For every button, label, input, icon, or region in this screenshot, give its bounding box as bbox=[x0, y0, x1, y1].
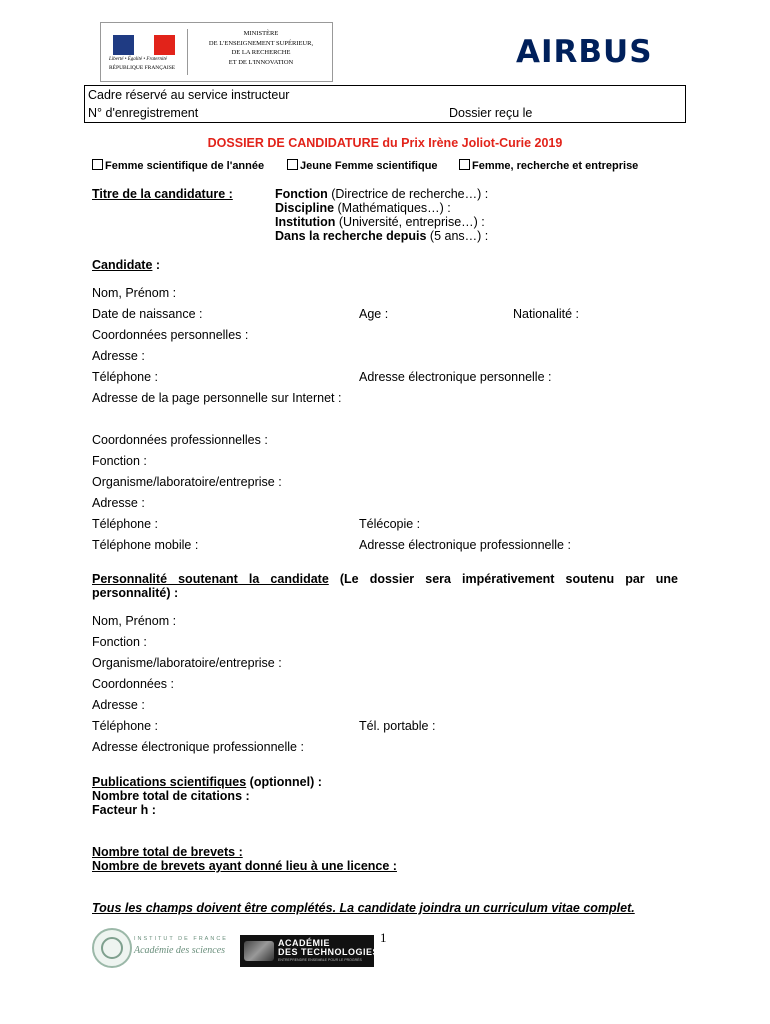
handshake-icon bbox=[244, 941, 274, 961]
republic-name: RÉPUBLIQUE FRANÇAISE bbox=[109, 65, 176, 71]
footer-note: Tous les champs doivent être complétés. La candidate joindra un curriculum vitae complet. bbox=[92, 901, 635, 915]
sponsor-address: Adresse : bbox=[92, 698, 145, 712]
airbus-logo: AIRBUS bbox=[516, 34, 653, 70]
republic-flag-icon bbox=[113, 35, 175, 55]
sponsor-heading-cont: personnalité) : bbox=[92, 586, 179, 600]
sponsor-email: Adresse électronique professionnelle : bbox=[92, 740, 304, 754]
candidate-pro-phone: Téléphone : bbox=[92, 517, 159, 531]
candidate-homepage: Adresse de la page personnelle sur Internet : bbox=[92, 391, 342, 405]
logo-divider bbox=[187, 29, 188, 75]
reserved-box bbox=[84, 85, 686, 123]
candidate-function: Fonction : bbox=[92, 454, 147, 468]
candidate-pro-email: Adresse électronique professionnelle : bbox=[359, 538, 571, 552]
checkbox-icon[interactable] bbox=[459, 159, 470, 170]
candidate-pro-address: Adresse : bbox=[92, 496, 145, 510]
reserved-label: Cadre réservé au service instructeur bbox=[88, 88, 290, 102]
academie-technologies-logo: ACADÉMIE DES TECHNOLOGIES ENTREPRENDRE ENSEMBLE POUR LE PROGRÈS bbox=[240, 935, 374, 967]
sponsor-phone: Téléphone : bbox=[92, 719, 159, 733]
candidate-mobile: Téléphone mobile : bbox=[92, 538, 199, 552]
candidate-address: Adresse : bbox=[92, 349, 145, 363]
ministry-logo bbox=[100, 22, 333, 82]
candidate-phone: Téléphone : bbox=[92, 370, 159, 384]
patents-licensed: Nombre de brevets ayant donné lieu à une licence : bbox=[92, 859, 397, 873]
ministry-name: MINISTÈRE DE L'ENSEIGNEMENT SUPÉRIEUR, DE LA RECHERCHE ET DE L'INNOVATION bbox=[208, 30, 314, 66]
citations-label: Nombre total de citations : bbox=[92, 789, 250, 803]
checkbox-icon[interactable] bbox=[92, 159, 103, 170]
received-label: Dossier reçu le bbox=[449, 106, 533, 120]
candidature-title-label: Titre de la candidature : bbox=[92, 187, 233, 201]
field-institution: Institution (Université, entreprise…) : bbox=[275, 215, 485, 229]
registration-label: N° d'enregistrement bbox=[88, 106, 199, 120]
field-research-since: Dans la recherche depuis (5 ans…) : bbox=[275, 229, 489, 243]
sponsor-function: Fonction : bbox=[92, 635, 147, 649]
candidate-nationality: Nationalité : bbox=[513, 307, 580, 321]
page-title: DOSSIER DE CANDIDATURE du Prix Irène Joliot-Curie 2019 bbox=[207, 136, 563, 150]
republic-motto: Liberté • Égalité • Fraternité bbox=[109, 57, 167, 62]
sponsor-heading: Personnalité soutenant la candidate (Le dossier sera impérativement soutenu par une bbox=[92, 572, 678, 586]
candidate-personal-coords: Coordonnées personnelles : bbox=[92, 328, 249, 342]
category-option-1[interactable]: Femme scientifique de l'année bbox=[92, 159, 264, 172]
field-discipline: Discipline (Mathématiques…) : bbox=[275, 201, 451, 215]
patents-total: Nombre total de brevets : bbox=[92, 845, 243, 859]
hfactor-label: Facteur h : bbox=[92, 803, 156, 817]
sponsor-name: Nom, Prénom : bbox=[92, 614, 177, 628]
field-function: Fonction (Directrice de recherche…) : bbox=[275, 187, 489, 201]
category-option-2[interactable]: Jeune Femme scientifique bbox=[287, 159, 438, 172]
candidate-heading: Candidate : bbox=[92, 258, 161, 272]
academie-sciences-logo: INSTITUT DE FRANCE Académie des sciences bbox=[92, 928, 232, 968]
candidate-birth: Date de naissance : bbox=[92, 307, 203, 321]
checkbox-icon[interactable] bbox=[287, 159, 298, 170]
candidate-personal-email: Adresse électronique personnelle : bbox=[359, 370, 552, 384]
seal-icon bbox=[92, 928, 132, 968]
sponsor-coords: Coordonnées : bbox=[92, 677, 175, 691]
category-option-3[interactable]: Femme, recherche et entreprise bbox=[459, 159, 638, 172]
sponsor-mobile: Tél. portable : bbox=[359, 719, 436, 733]
candidate-name: Nom, Prénom : bbox=[92, 286, 177, 300]
candidate-organism: Organisme/laboratoire/entreprise : bbox=[92, 475, 282, 489]
page-number: 1 bbox=[380, 930, 387, 945]
publications-heading: Publications scientifiques (optionnel) : bbox=[92, 775, 322, 789]
sponsor-organism: Organisme/laboratoire/entreprise : bbox=[92, 656, 282, 670]
candidate-pro-coords: Coordonnées professionnelles : bbox=[92, 433, 268, 447]
candidate-age: Age : bbox=[359, 307, 389, 321]
candidate-fax: Télécopie : bbox=[359, 517, 421, 531]
